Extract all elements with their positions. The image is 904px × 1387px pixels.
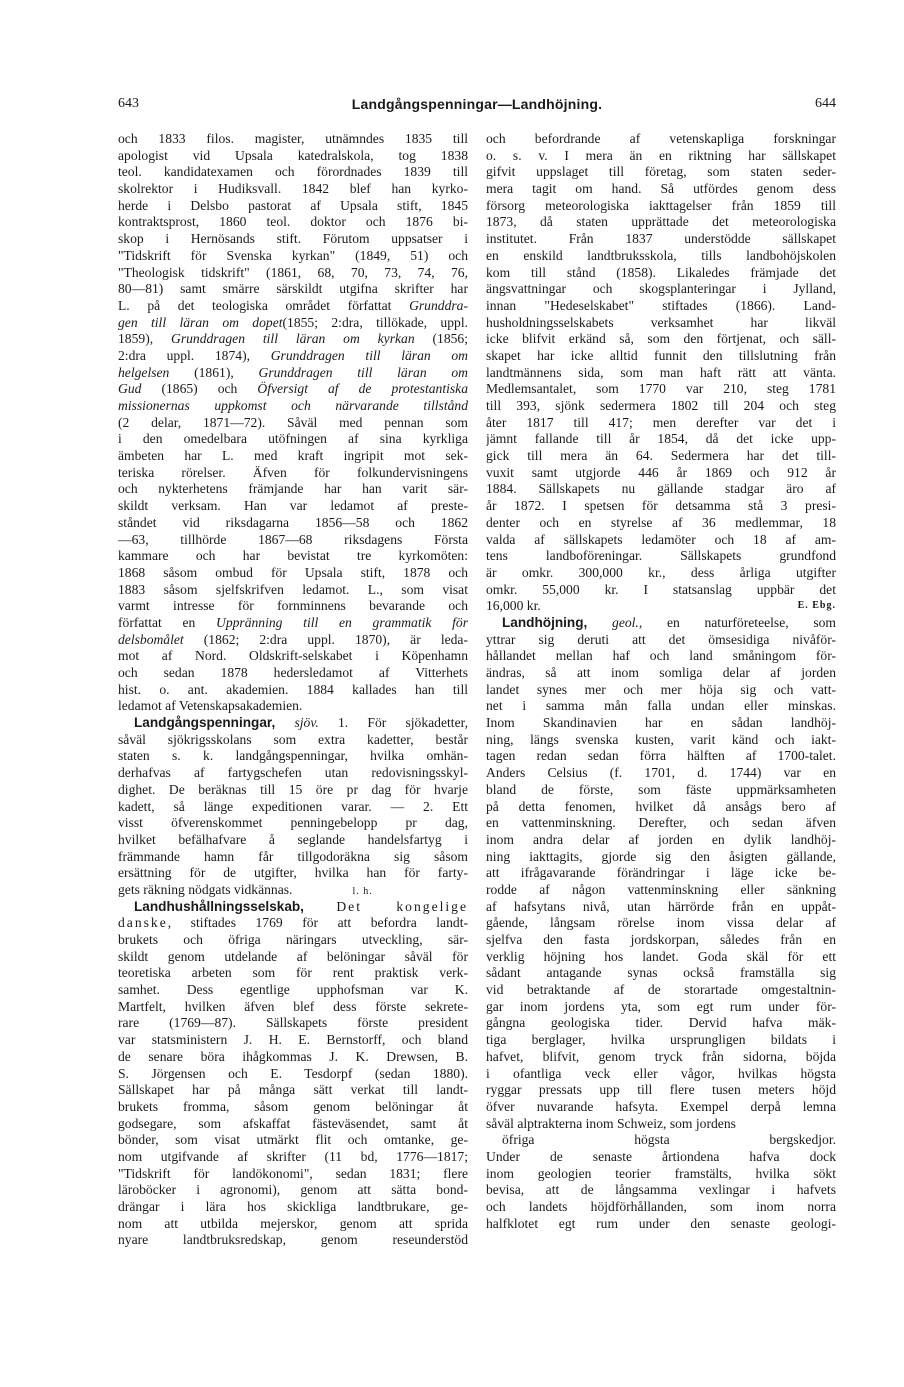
text-line: varmt intresse för fornminnens bevarande och — [118, 598, 468, 614]
text-line: år 1872. I spetsen för detsamma stå 3 presi- — [486, 498, 836, 514]
text-line: teol. kandidatexamen och förordnades 1839 till — [118, 164, 468, 180]
text-line: att ifrågavarande förändringar i läge icke be- — [486, 865, 836, 881]
text-run: 16,000 kr. — [486, 598, 541, 614]
text-line — [118, 615, 468, 632]
text-line: såväl alptrakterna inom Schweiz, som jordens — [486, 1115, 736, 1131]
text-line: kom till stånd (1858). Likaledes främjade det — [486, 264, 836, 280]
text-run: (1862; 2:dra uppl. 1870), är leda- — [203, 631, 468, 647]
text-line — [486, 598, 836, 615]
text-line: ning iakttagits, gjorde sig den åsigten gällande, — [486, 848, 836, 864]
text-line: försorg meteorologiska iakttagelser från 1859 till — [486, 197, 836, 213]
text-run: L. på det teologiska området författat — [118, 297, 392, 313]
running-title: Landgångspenningar—Landhöjning. — [351, 96, 603, 112]
text-line — [118, 632, 468, 649]
text-line: nom att utbilda mejerskor, genom att sprida — [118, 1215, 468, 1231]
text-line: skolrektor i Hudiksvall. 1842 blef han kyrko- — [118, 181, 468, 197]
page-number-left: 643 — [118, 96, 139, 111]
text-line: Medlemsantalet, som 1770 var 210, steg 1781 — [486, 381, 836, 397]
text-line: denter och en styrelse af 36 medlemmar, 18 — [486, 514, 836, 530]
text-line: samhet. Dess egentlige upphofsman var K. — [118, 982, 468, 998]
text-line: teriska rörelser. Äfven för folkundervisningens — [118, 464, 468, 480]
text-line — [118, 365, 468, 382]
entry-headword: Landhöjning, — [502, 614, 588, 630]
text-line: "Tidskrift för Svenska kyrkan" (1849, 51) och — [118, 247, 468, 263]
entry-headword: Landgångspenningar, — [134, 715, 276, 731]
text-line: teoretiska arbeten som för rent praktisk verk- — [118, 965, 468, 981]
text-line: hvilket befälhafvare å seglande handelsfartyg i — [118, 831, 468, 847]
text-line: af hafsytans nivå, utan härrörde från en uppåt- — [486, 898, 836, 914]
text-line: landet synes mer och mer höja sig och vatt- — [486, 681, 836, 697]
text-line: och sedan 1878 hedersledamot af Vitterhets — [118, 665, 468, 680]
text-line: (2 delar, 1871—72). Såväl med pennan som — [118, 414, 468, 430]
text-line: gick till mera än 64. Sedermera har det till- — [486, 448, 836, 464]
text-line: såväl sjökrigsskolans som extra kadetter, består — [118, 731, 468, 747]
text-line: främmande hamn får tillgodoräkna sig såsom — [118, 848, 468, 864]
entry-line — [486, 615, 836, 632]
text-line: bland de förste, som fäste uppmärksamheten — [486, 781, 836, 797]
text-line: Sällskapet har på många sätt verkat till landt- — [118, 1082, 468, 1098]
text-line — [118, 348, 468, 365]
text-line: Under de senaste årtiondena hafva dock — [486, 1148, 836, 1164]
text-line: en vattenminskning. Derefter, och sedan äfven — [486, 815, 836, 831]
text-line: gar inom jordens yta, som egt rum under för- — [486, 998, 836, 1014]
text-line: o. s. v. I mera än en riktning har sällskapet — [486, 147, 836, 163]
text-line: 80—81) samt smärre särskildt utgifna skrifter har — [118, 281, 468, 297]
text-line: S. Jörgensen och E. Tesdorpf (sedan 1880). — [118, 1065, 468, 1081]
text-run: danske — [118, 915, 168, 931]
text-run: , en naturföreteelse, som — [638, 614, 836, 630]
text-line — [118, 298, 468, 315]
text-line: gångna geologiska tider. Dervid hafva mäk- — [486, 1015, 836, 1031]
book-title: delsbomålet — [118, 631, 184, 647]
text-line: mera tagit om hand. Så utfördes genom dess — [486, 181, 836, 197]
text-line — [118, 315, 468, 332]
text-line: halfklotet egt rum under den senaste geologi- — [486, 1215, 836, 1231]
text-line: rare (1769—87). Sällskapets förste president — [118, 1015, 468, 1031]
text-run: 1859), — [118, 331, 154, 347]
text-line: skapet har icke alltid funnit den tillslutning från — [486, 347, 836, 363]
entry-headword: Landhushållningsselskab, — [134, 898, 304, 914]
text-run: författat en — [118, 614, 196, 630]
text-line: kadett, så länge expeditionen varar. — 2. Ett — [118, 798, 468, 814]
text-line — [118, 882, 468, 899]
text-line: apologist vid Upsala katedralskola, tog 1838 — [118, 147, 468, 163]
text-line: innan "Hedeselskabet" stiftades (1866). Land- — [486, 297, 836, 313]
text-line: en enskild landtbruksskola, tills landbohöjskolen — [486, 247, 836, 263]
entry-label: sjöv. — [294, 715, 319, 731]
text-line: bevisa, att de långsamma vexlingar i hafvets — [486, 1182, 836, 1198]
text-line: tiga berglager, hvilka ursprungligen bildats i — [486, 1032, 836, 1048]
text-line: landtmännens sida, som man haft rätt att vänta. — [486, 364, 836, 380]
text-line: ersättning för de utgifter, hvilka han för farty- — [118, 865, 468, 881]
text-line: tens landboföreningar. Sällskapets grundfond — [486, 548, 836, 564]
text-line: nom utgifvande af skrifter (11 bd, 1776—1817; — [118, 1148, 468, 1164]
text-line: ämbeten har L. med kraft ingripit mot sek- — [118, 448, 468, 464]
text-line: var statsministern J. H. E. Bernstorff, och bland — [118, 1032, 468, 1048]
book-title: Grunddragen till läran om — [258, 364, 468, 380]
text-line: visst öfverenskommet penningebelopp pr dag, — [118, 815, 468, 831]
text-line: åter 1817 till 417; men derefter var det i — [486, 414, 836, 430]
left-column — [118, 131, 468, 1249]
text-line: vid betraktande af de storartade omgestaltnin- — [486, 982, 836, 998]
page-header — [118, 96, 836, 120]
book-title: helgelsen — [118, 364, 170, 380]
book-title: gen till läran om dopet — [118, 314, 283, 330]
text-run: (1856; — [432, 331, 468, 347]
text-run: 2:dra uppl. 1874), — [118, 347, 251, 363]
entry-line — [118, 715, 468, 732]
text-line: till 393, sjönk sedermera 1802 till 204 och steg — [486, 398, 836, 413]
text-line: derhafvas af fartygschefen utan redovisningsskyl- — [118, 765, 468, 781]
text-line: öfriga högsta bergskedjor. — [502, 1132, 836, 1148]
text-line: Martfelt, hvilken äfven blef dess förste sekrete- — [118, 998, 468, 1014]
text-line — [118, 331, 468, 348]
text-line: institutet. Från 1837 understödde sällskapet — [486, 231, 836, 247]
text-line: missionernas uppkomst och närvarande tillstånd — [118, 398, 468, 413]
text-line: hållandet mellan haf och land småningom för- — [486, 648, 836, 664]
text-line: net i samma mån falla undan eller minskas. — [486, 698, 836, 714]
text-line: 1884. Sällskapets nu gällande stadgar äro af — [486, 481, 836, 497]
text-line: "Theologisk tidskrift" (1861, 68, 70, 73, 74, 76, — [118, 264, 468, 280]
text-line: icke blifvit erkänd så, som den förtjenat, och säll- — [486, 331, 836, 347]
text-line: tagen redan sedan förra hälften af 1700-talet. — [486, 748, 836, 764]
text-line: brukets fromma, såsom genom belöningar åt — [118, 1098, 468, 1114]
text-line: mot af Nord. Oldskrift-selskabet i Köpenhamn — [118, 648, 468, 664]
text-line: gående, långsam rörelse inom vissa delar af — [486, 915, 836, 931]
text-line: sjelfva den fasta jordskorpan, således från en — [486, 932, 836, 947]
text-line: läroböcker i agronomi), genom att sätta bond- — [118, 1182, 468, 1198]
text-line: skildt verksam. Han var ledamot af preste- — [118, 498, 468, 514]
entry-label: geol. — [612, 614, 639, 630]
text-line: dighet. De beräknas till 15 öre pr dag för hvarje — [118, 781, 468, 797]
page-number-right: 644 — [815, 96, 836, 111]
book-title: Grunddragen till läran om — [270, 347, 468, 363]
book-title: Gud — [118, 381, 142, 397]
entry-line — [118, 899, 468, 916]
book-title: Öfversigt af de protestantiska — [257, 381, 468, 397]
text-line: öfver nuvarande hafsyta. Exempel derpå lemna — [486, 1098, 836, 1114]
text-run: 1. För sjökadetter, — [337, 715, 468, 731]
text-line: ledamot af Vetenskapsakademien. — [118, 698, 303, 714]
right-column — [486, 131, 836, 1232]
text-line: Inom Skandinavien har en sådan landhöj- — [486, 715, 836, 731]
text-line: vuxit samt utgjorde 446 år 1869 och 912 år — [486, 464, 836, 480]
text-line: verklig höjning hos landet. Goda skäl för ett — [486, 948, 836, 964]
text-line: valda af sällskapets ledamöter och 18 af am- — [486, 531, 836, 547]
text-line: och befordrande af vetenskapliga forskningar — [486, 131, 836, 146]
text-line: —63, tillhörde 1867—68 riksdagens Första — [118, 531, 468, 547]
text-line: godsegare, som afskaffat fästeväsendet, samt åt — [118, 1115, 468, 1131]
text-line: ändras, så att inom somliga delar af jorden — [486, 665, 836, 680]
text-line: och nykterhetens främjande har han varit sär- — [118, 481, 468, 497]
text-line: rodde af någon vattenminskning eller sänkning — [486, 881, 836, 897]
text-run: Det kongelige — [336, 898, 468, 914]
text-line: ning, längs svenska kusten, varit känd och iakt- — [486, 731, 836, 747]
text-line: husholdningsselskabets verksamhet har likväl — [486, 314, 836, 330]
text-line: ryggar pressats upp till flere tusen meters höjd — [486, 1082, 836, 1098]
text-line: inom andra delar af jorden en dylik landhöj- — [486, 831, 836, 847]
book-title: Uppränning till en grammatik för — [216, 614, 468, 630]
author-signature: E. Ebg. — [797, 600, 836, 612]
text-line: gifvit uppslaget till företag, som staten seder- — [486, 164, 836, 180]
text-line: och 1833 filos. magister, utnämndes 1835 till — [118, 131, 468, 146]
text-line: herde i Delsbo pastorat af Upsala stift, 1845 — [118, 197, 468, 213]
text-line: hist. o. ant. akademien. 1884 kallades han till — [118, 681, 468, 697]
text-line: 1868 såsom ombud för Upsala stift, 1878 och — [118, 564, 468, 580]
book-title: Grunddra- — [409, 297, 468, 313]
text-run: (1855; 2:dra, tillökade, uppl. — [282, 314, 468, 330]
text-line: och landets höjdförhållanden, som inom norra — [486, 1199, 836, 1214]
text-line: i den omedelbara utöfningen af sina kyrkliga — [118, 431, 468, 447]
text-run: (1861), — [194, 364, 234, 380]
text-line: ståndet vid riksdagarna 1856—58 och 1862 — [118, 514, 468, 530]
text-line: 1873, då staten upprättade det meteorologiska — [486, 214, 836, 230]
author-signature: l. h. — [352, 885, 373, 897]
text-line — [118, 381, 468, 398]
text-run: gets räkning nödgats vidkännas. — [118, 881, 293, 897]
text-line: skop i Hernösands stift. Förutom uppsatser i — [118, 231, 468, 247]
text-run: (1865) och — [161, 381, 238, 397]
text-line: nyare landtbruksredskap, genom reseunderstöd — [118, 1232, 468, 1248]
text-line — [118, 915, 468, 932]
book-title: Grunddragen till läran om kyrkan — [171, 331, 415, 347]
text-line: på detta fenomen, hvilket då ansågs bero af — [486, 798, 836, 814]
text-line: kontraktsprost, 1860 teol. doktor och 1876 bi- — [118, 214, 468, 230]
text-line: skildt genom utdelande af belöningar såväl för — [118, 948, 468, 964]
text-line: drängar i lära hos skickliga landtbrukare, ge- — [118, 1199, 468, 1214]
text-line: kammare och har bevistat tre kyrkomöten: — [118, 548, 468, 564]
text-line: omkr. 55,000 kr. I statsanslag uppbär det — [486, 581, 836, 597]
text-line: sådant antagande synas också framställa sig — [486, 965, 836, 981]
text-line: ängsvattningar och skogsplanteringar i Jylland, — [486, 281, 836, 297]
text-line: staten s. k. landgångspenningar, hvilka omhän- — [118, 748, 468, 764]
text-line: 1883 såsom sjelfskrifven ledamot. L., som visat — [118, 581, 468, 597]
text-line: Anders Celsius (f. 1701, d. 1744) var en — [486, 765, 836, 781]
text-run: , stiftades 1769 för att befordra landt- — [167, 915, 468, 931]
text-line: yttrar sig deruti att det ömsesidiga nivåför- — [486, 631, 836, 647]
text-line: brukets och öfriga näringars utveckling, sär- — [118, 932, 468, 947]
text-line: hafvet, blifvit, genom tryck från sidorna, böjda — [486, 1048, 836, 1064]
text-line: jämnt fallande till år 1854, då det icke upp- — [486, 431, 836, 447]
text-line: inom geologien teorier framstälts, hvilka sökt — [486, 1165, 836, 1181]
text-line: är omkr. 300,000 kr., dess årliga utgifter — [486, 564, 836, 580]
text-line: de senare böra ihågkommas J. K. Drewsen, B. — [118, 1048, 468, 1064]
text-line: bönder, som visat utmärkt flit och omtanke, ge- — [118, 1132, 468, 1148]
text-line: "Tidskrift för landökonomi", sedan 1831; flere — [118, 1165, 468, 1181]
text-line: i ofantliga veck eller vågor, hvilkas högsta — [486, 1065, 836, 1081]
